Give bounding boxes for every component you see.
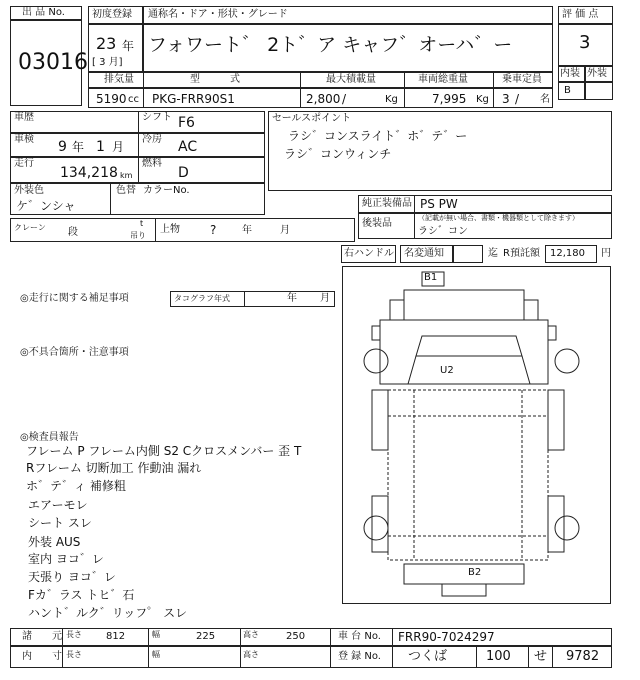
inner-length-label: 長さ: [66, 650, 82, 659]
capacity-label: 乗車定員: [502, 74, 542, 85]
capacity-unit: 名: [540, 94, 550, 105]
inner-width-label: 幅: [152, 650, 160, 659]
mileage-label: 走行: [14, 158, 34, 169]
tacho-year-unit: 年: [287, 293, 297, 304]
fuel-value: D: [178, 165, 189, 181]
interior-grade-cell: [558, 82, 585, 100]
name-change-box: [453, 245, 483, 263]
ac-label: 冷房: [142, 134, 162, 145]
reg-number: 9782: [566, 649, 600, 664]
tacho-month-unit: 月: [320, 293, 330, 304]
displacement-value: 5190: [96, 92, 127, 106]
spec-label-row: [88, 72, 553, 88]
upper-year-unit: 年: [242, 225, 252, 236]
inspector-line: 室内 ヨコ゛レ: [28, 552, 104, 566]
mileage-unit: km: [120, 171, 133, 180]
r-deposit-label: R預託額: [503, 248, 540, 259]
chassis-label: 車 台 No.: [338, 631, 381, 642]
color-code-label: 色替: [116, 185, 136, 196]
shift-value: F6: [178, 115, 195, 131]
reg-kana: せ: [534, 649, 548, 664]
inspector-line: 天張り ヨコ゛レ: [28, 570, 116, 584]
width-label: 幅: [152, 630, 160, 639]
upper-label: 上物: [160, 224, 180, 235]
diagram-mark-u2: U2: [440, 365, 454, 376]
displacement-unit: cc: [128, 94, 139, 105]
inspector-line: ハント゛ルク゛リッフ゜ スレ: [28, 606, 188, 620]
reg-area: つくば: [408, 649, 448, 664]
model-value: PKG-FRR90S1: [152, 92, 235, 106]
vehicle-name: フォワート゛ 2ト゛ア キャフ゛オーハ゛ー: [148, 34, 513, 56]
grade-label: 評 価 点: [562, 9, 599, 20]
first-reg-year-unit: 年: [122, 39, 135, 53]
first-reg-month: [ 3 月]: [92, 57, 123, 68]
color-no-label: カラーNo.: [143, 185, 190, 196]
load-unit: Kg: [385, 94, 398, 105]
dims-label: 諸 元: [22, 631, 62, 642]
inspector-line: 外装 AUS: [28, 535, 81, 549]
sales-point-2: ラシ゛コンウィンチ: [284, 147, 392, 161]
aftermarket-label: 後装品: [362, 218, 392, 229]
capacity-sep: /: [515, 92, 520, 106]
diagram-mark-b1: B1: [424, 272, 438, 283]
chassis-value: FRR90-7024297: [398, 630, 495, 644]
inspector-line: Fカ゛ラス トヒ゛石: [28, 588, 135, 602]
inspection-month-unit: 月: [112, 140, 125, 154]
first-reg-year: 23: [96, 34, 117, 53]
height-value: 250: [286, 631, 306, 642]
exterior-grade-cell: [585, 82, 613, 100]
sales-point-1: ラシ゛コンスライト゛ホ゛テ゛ー: [288, 129, 468, 143]
ext-color-label: 外装色: [14, 185, 44, 196]
inner-dims-label: 内 寸: [22, 651, 62, 662]
length-label: 長さ: [66, 630, 82, 639]
grade-value: 3: [579, 32, 591, 53]
inspector-line: ホ゛テ゛ィ 補修粗: [26, 479, 126, 493]
r-deposit-value: 12,180: [550, 248, 585, 259]
fuel-label: 燃料: [142, 158, 162, 169]
exterior-label: 外装: [587, 68, 607, 79]
gross-value: 7,995: [432, 92, 467, 106]
inspection-year: 9: [58, 139, 67, 155]
ac-value: AC: [178, 139, 198, 155]
std-equip-label: 純正装備品: [362, 198, 412, 209]
mileage-value: 134,218: [60, 165, 118, 181]
gross-unit: Kg: [476, 94, 489, 105]
inspector-line: エアーモレ: [28, 498, 88, 512]
inspection-year-unit: 年: [72, 140, 85, 154]
shift-label: シフト: [142, 112, 172, 123]
ext-color-value: ケ゛ンシャ: [16, 199, 76, 213]
dims-row: [10, 628, 612, 646]
inner-height-label: 高さ: [243, 650, 259, 659]
capacity-value: 3: [502, 92, 510, 106]
truck-outline-svg: [342, 266, 611, 604]
crane-label: クレーン: [14, 223, 46, 232]
crane-hook-label: 吊り: [130, 231, 146, 240]
inspection-label: 車検: [14, 134, 34, 145]
inspector-line: フレーム P フレーム内側 S2 Cクロスメンバー 歪 T: [26, 444, 302, 458]
mileage-row: [10, 157, 265, 183]
r-deposit-unit: 円: [601, 248, 611, 259]
load-value: 2,800: [306, 92, 341, 106]
upper-month-unit: 月: [280, 225, 290, 236]
tax-label: 迄: [488, 248, 498, 259]
upper-year: ?: [210, 223, 217, 237]
width-value: 225: [196, 631, 216, 642]
aftermarket-note: （記載が無い場合、書類・機器類として除きます）: [418, 214, 579, 222]
reg-label: 登 録 No.: [338, 651, 381, 662]
model-label: 型 式: [190, 74, 240, 85]
crane-stage-label: 段: [68, 227, 78, 238]
load-label: 最大積載量: [326, 74, 376, 85]
inspection-month: 1: [96, 139, 105, 155]
reg-class: 100: [486, 649, 511, 664]
crane-ton-label: t: [140, 219, 144, 228]
inner-dims-row: [10, 646, 612, 668]
history-label: 車歴: [14, 112, 34, 123]
diagram-mark-b2: B2: [468, 567, 482, 578]
load-sep: /: [342, 92, 347, 106]
length-value: 812: [106, 631, 126, 642]
lot-label: 出 品 No.: [22, 7, 65, 18]
crane-row: [10, 218, 355, 242]
tacho-label: タコグラフ年式: [174, 294, 230, 303]
height-label: 高さ: [243, 630, 259, 639]
lot-number: 03016: [18, 50, 88, 75]
inspector-title: ◎検査員報告: [20, 432, 79, 443]
driving-notes-title: ◎走行に関する補足事項: [20, 293, 129, 304]
aftermarket-value: ラシ゛コン: [418, 226, 468, 237]
defect-notes-title: ◎不具合箇所・注意事項: [20, 347, 129, 358]
displacement-label: 排気量: [104, 74, 134, 85]
inspector-line: Rフレーム 切断加工 作動油 漏れ: [26, 461, 202, 475]
inspection-row: [10, 133, 265, 157]
inspector-line: シート スレ: [28, 516, 92, 530]
interior-grade: B: [564, 85, 571, 96]
first-reg-label: 初度登録: [92, 9, 132, 20]
name-change-label: 名変通知: [404, 248, 444, 259]
sales-point-label: セールスポイント: [272, 113, 352, 124]
gross-label: 車両総重量: [418, 74, 468, 85]
rhd-label: 右ハンドル: [344, 248, 394, 259]
interior-label: 内装: [560, 68, 580, 79]
std-equip-value: PS PW: [420, 197, 458, 211]
name-label: 通称名・ドア・形状・グレード: [148, 9, 288, 20]
